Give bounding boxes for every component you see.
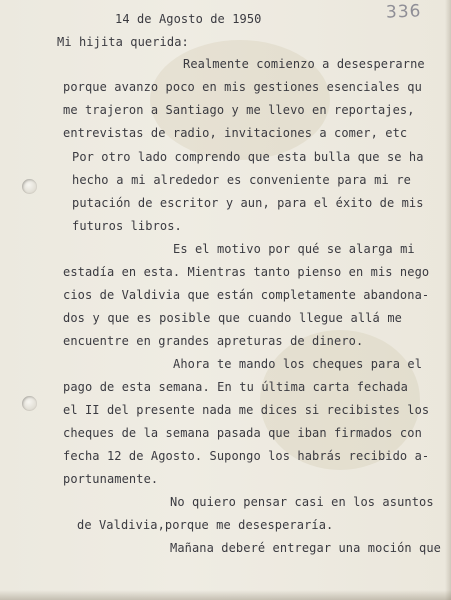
letter-line: No quiero pensar casi en los asuntos <box>170 495 434 509</box>
letter-line: Realmente comienzo a desesperarne <box>183 57 425 71</box>
letter-line: porque avanzo poco en mis gestiones esenciales qu <box>63 80 422 94</box>
letter-line: Es el motivo por qué se alarga mi <box>173 242 415 256</box>
letter-line: pago de esta semana. En tu última carta fechada <box>63 380 408 394</box>
binder-hole <box>22 396 37 411</box>
letter-line: fecha 12 de Agosto. Supongo los habrás recibido a- <box>63 449 430 463</box>
letter-line: futuros libros. <box>72 219 182 233</box>
letter-line: estadía en esta. Mientras tanto pienso en mis nego <box>63 265 430 279</box>
letter-line: cios de Valdivia que están completamente abandona- <box>63 288 430 302</box>
folio-number: 336 <box>385 1 422 23</box>
letter-line: Mañana deberé entregar una moción que <box>170 541 442 555</box>
letter-line: putación de escritor y aun, para el éxito de mis <box>72 196 424 210</box>
letter-line: entrevistas de radio, invitaciones a comer, etc <box>63 126 408 140</box>
date-line: 14 de Agosto de 1950 <box>115 12 262 26</box>
letter-line: Ahora te mando los cheques para el <box>173 357 423 371</box>
letter-line: hecho a mi alrededor es conveniente para mi re <box>72 173 411 187</box>
letter-line: el II del presente nada me dices si recibistes los <box>63 403 430 417</box>
letter-line: dos y que es posible que cuando llegue allá me <box>63 311 402 325</box>
page-edge-shadow <box>445 0 451 600</box>
letter-line: de Valdivia,porque me desesperaría. <box>77 518 334 532</box>
letter-line: cheques de la semana pasada que iban firmados con <box>63 426 422 440</box>
letter-line: portunamente. <box>63 472 159 486</box>
binder-hole <box>22 179 37 194</box>
page-edge-shadow <box>0 590 451 600</box>
letter-line: encuentre en grandes apreturas de dinero. <box>63 334 364 348</box>
letter-line: Por otro lado comprendo que esta bulla que se ha <box>72 150 424 164</box>
salutation: Mi hijita querida: <box>57 35 189 49</box>
letter-line: me trajeron a Santiago y me llevo en reportajes, <box>63 103 415 117</box>
